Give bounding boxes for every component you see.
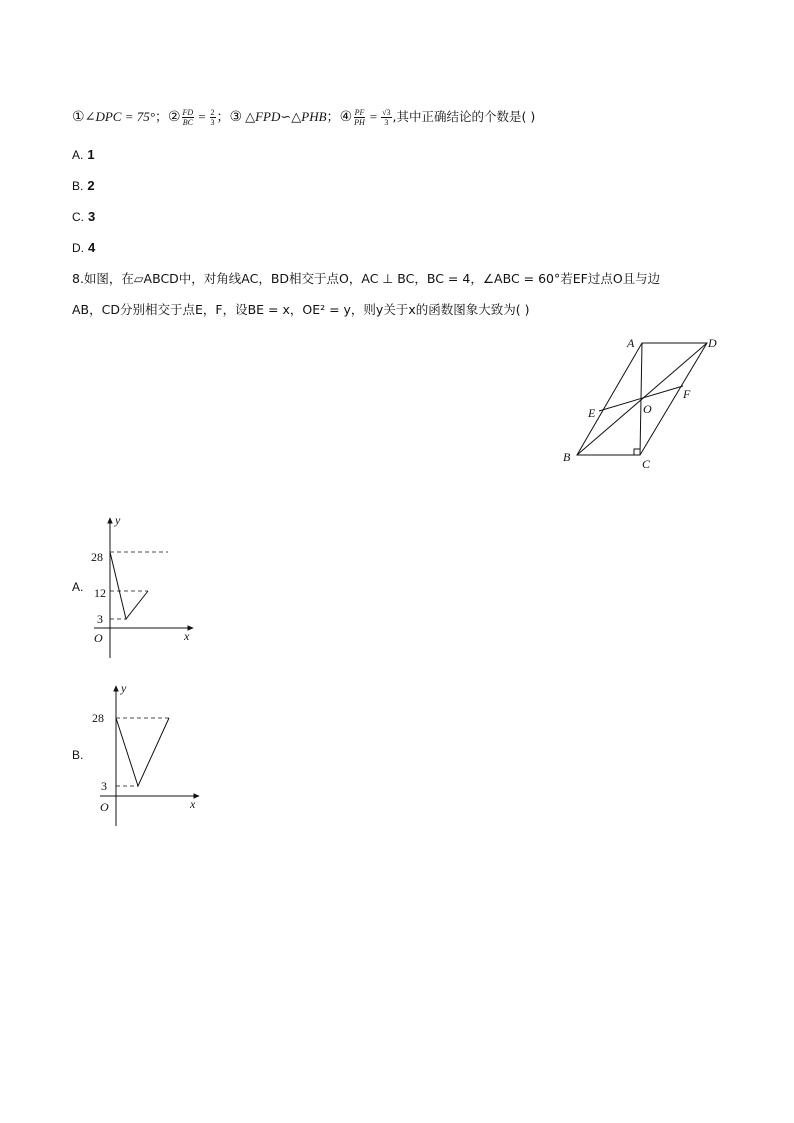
tick-12: 12	[94, 586, 106, 600]
label-e: E	[588, 406, 596, 420]
q7-conclusions: ①∠DPC = 75°；② $\frac{FD}{BC}$ = $\frac{2}{3}$ ；③ △FPD∽△PHB；④ $\frac{PF}{PH}$ = $\frac{√3}{3}$ ,其中正确结论的个数是( )	[72, 108, 536, 127]
graph-b-label: B.	[72, 748, 84, 762]
conclusion-1: ∠DPC = 75°	[84, 109, 155, 124]
q8-line-2: AB，CD分别相交于点E，F，设BE = x，OE² = y，则y关于x的函数图象大致为( )	[72, 302, 530, 317]
graph-a	[88, 510, 203, 660]
label-o: O	[643, 402, 652, 416]
label-b: B	[563, 450, 571, 464]
x-axis-label: x	[190, 797, 196, 811]
conclusion-3-marker: ③	[229, 109, 243, 125]
q8-line-1: 8.如图，在▱ABCD中，对角线AC，BD相交于点O，AC ⊥ BC，BC = 4，∠ABC = 60°若EF过点O且与边	[72, 271, 661, 286]
option-c: C. 3	[72, 209, 96, 224]
conclusion-4-marker: ④	[339, 109, 353, 125]
label-c: C	[642, 457, 651, 471]
graph-a-label: A.	[72, 580, 84, 594]
option-d: D. 4	[72, 240, 96, 255]
fraction-sqrt3-3: $\frac{√3}{3}$	[382, 108, 391, 127]
y-axis-label: y	[121, 681, 127, 695]
label-f: F	[683, 387, 691, 401]
label-d: D	[708, 336, 717, 350]
x-axis-label: x	[184, 629, 190, 643]
fraction-fd-bc: $\frac{FD}{BC}$	[182, 108, 194, 127]
conclusion-1-marker: ①	[72, 109, 85, 125]
parallelogram-figure	[555, 330, 730, 475]
question-tail: ,其中正确结论的个数是( )	[392, 109, 536, 124]
graph-b-curve	[116, 718, 169, 786]
option-b: B. 2	[72, 178, 95, 193]
fraction-2-3: $\frac{2}{3}$	[210, 108, 215, 127]
fraction-pf-ph: $\frac{PF}{PH}$	[354, 108, 365, 127]
conclusion-3: △FPD∽△PHB	[245, 109, 327, 124]
separator: ；	[154, 110, 168, 125]
origin-label: O	[100, 800, 109, 814]
graph-a-curve	[110, 552, 148, 619]
tick-3: 3	[101, 779, 107, 793]
conclusion-2-marker: ②	[167, 109, 181, 125]
y-axis-label: y	[115, 513, 121, 527]
graph-b	[94, 678, 209, 828]
right-angle-mark	[634, 449, 640, 455]
tick-3: 3	[97, 612, 103, 626]
origin-label: O	[94, 631, 103, 645]
option-a: A. 1	[72, 147, 95, 162]
tick-28: 28	[92, 711, 104, 725]
label-a: A	[627, 336, 635, 350]
tick-28: 28	[91, 550, 103, 564]
